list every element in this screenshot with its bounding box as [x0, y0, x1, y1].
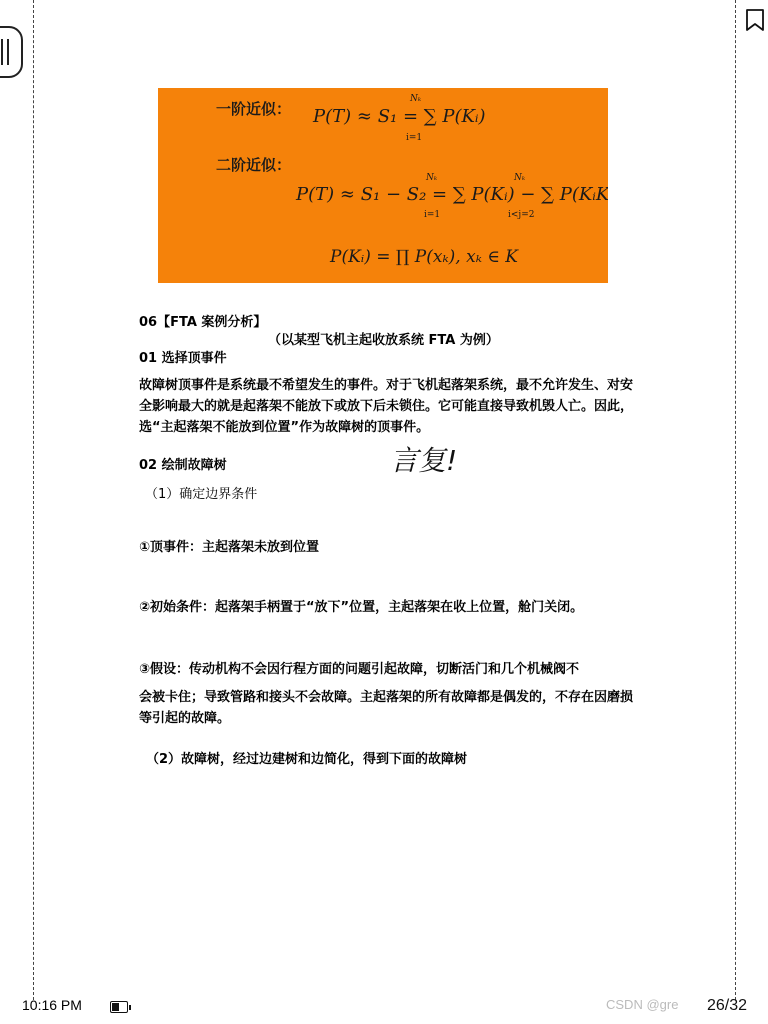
sum-upper-label: Nₖ	[410, 94, 422, 104]
condition-assumption-rest: 会被卡住；导致管路和接头不会故障。主起落架的所有故障都是偶发的，不存在因磨损等引起的故障。	[139, 690, 634, 726]
sum-lower-label: i=1	[406, 133, 423, 143]
condition-top-event: ①顶事件：主起落架未放到位置	[139, 540, 320, 555]
step1-title: 01 选择顶事件	[139, 351, 227, 366]
sum-upper-label-3: Nₖ	[514, 173, 526, 183]
sum-upper-label-2: Nₖ	[426, 173, 438, 183]
formula-label-second-order: 二阶近似：	[216, 156, 292, 174]
svg-text:言复!: 言复!	[390, 444, 458, 477]
section-title: 06【FTA 案例分析】	[139, 315, 267, 330]
boundary-heading: （1）确定边界条件	[145, 487, 258, 502]
right-margin-line	[735, 0, 736, 1000]
status-time: 10:16 PM	[22, 997, 82, 1013]
sum-lower-label-2: i=1	[424, 210, 441, 220]
bookmark-icon[interactable]	[745, 8, 765, 36]
condition-initial: ②初始条件：起落架手柄置于“放下”位置，主起落架在收上位置，舱门关闭。	[139, 600, 584, 615]
fault-tree-step: （2）故障树，经过边建树和边简化，得到下面的故障树	[146, 752, 468, 767]
handwriting-annotation	[388, 436, 468, 484]
step2-title: 02 绘制故障树	[139, 458, 227, 473]
page-indicator[interactable]: 26/32	[707, 997, 748, 1014]
condition-assumption-line1: ③假设：传动机构不会因行程方面的问题引起故障，切断活门和几个机械阀不	[139, 662, 580, 677]
sum-lower-label-3: i<j=2	[508, 210, 535, 220]
formula-product: P(Kᵢ) = ∏ P(xₖ), xₖ ∈ K	[330, 247, 518, 267]
formula-first-order: P(T) ≈ S₁ = ∑ P(Kᵢ)	[313, 106, 486, 127]
step1-paragraph: 故障树顶事件是系统最不希望发生的事件。对于飞机起落架系统，最不允许发生、对安全影响最大的就是起落架不能放下或放下后未锁住。它可能直接导致机毁人亡。因此，选“主起落架不能放到位置”作为故障树的顶事件。	[139, 378, 634, 435]
formula-label-first-order: 一阶近似：	[216, 100, 292, 118]
watermark: CSDN @gre	[606, 997, 679, 1012]
formula-image	[158, 88, 608, 283]
left-margin-line	[33, 0, 34, 1000]
sidebar-handle[interactable]	[0, 26, 23, 78]
battery-icon	[110, 1001, 128, 1013]
section-subtitle: （以某型飞机主起收放系统 FTA 为例）	[268, 333, 499, 348]
formula-second-order: P(T) ≈ S₁ − S₂ = ∑ P(Kᵢ) − ∑ P(KᵢKⱼ)	[296, 184, 608, 205]
